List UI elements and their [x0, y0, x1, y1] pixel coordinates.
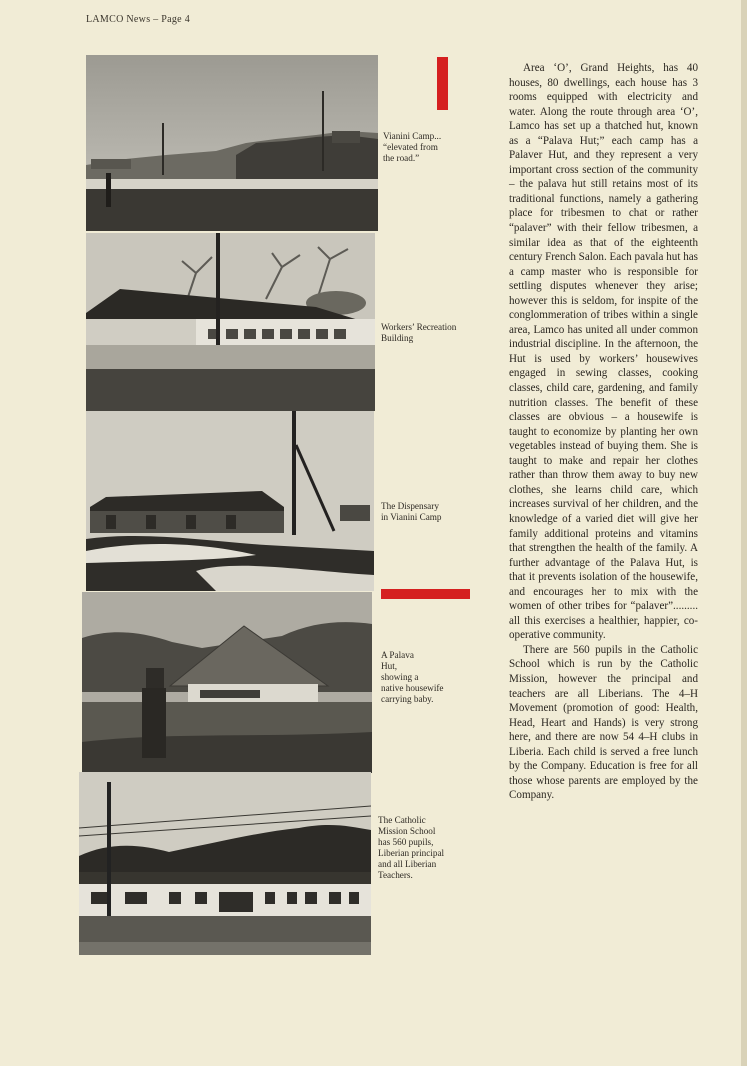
- photo-palava-hut: [82, 592, 372, 773]
- photo-dispensary: [86, 411, 374, 591]
- page-edge: [741, 0, 747, 1066]
- article-paragraph-1: Area ‘O’, Grand Heights, has 40 houses, 80 dwellings, each house has 3 rooms equipped with electricity and water. Along the route through area ‘O’, Lamco has set up a thatched hut, known as a “Palava Hut;” each camp has a Palaver Hut, and they represent a very important cross section of the community – the palava hut still retains most of its traditional functions, namely a gathering place for tribesmen to chat or rather “palaver” with their fellow tribesmen, a similar idea as that of the eighteenth century French Salon. Each pavala hut has a camp master who is responsible for settling disputes whenever they arise; however this is seldom, for inspite of the conglommeration of tribes within a single area, Lamco has united all under common industrial discipline. In the afternoon, the Hut is used by workers’ housewives engaged in sewing classes, cooking classes, child care, gardening, and family nutrition classes. The benefit of these classes are obvious – a housewife is taught to economize by planting her own vegetables instead of buying them. She is taught to make and repair her clothes rather than throw them away to buy new clothes, she learns child care, which increases survival of her children, and the knowledge of a varied diet will give her family additional proteins and vitamins that strengthen the health of the family. A further advantage of the Palava Hut, is that it prevents isolation of the housewife, and encourages her to mix with the women of other tribes for “palaver”......... all this exercises a healthier, happier, co-operative community.: [509, 62, 698, 642]
- article-body: [509, 61, 698, 803]
- photo-workers-recreation-building: [86, 233, 375, 411]
- photo-vianini-camp: [86, 55, 378, 231]
- page-header: LAMCO News – Page 4: [86, 14, 191, 25]
- caption-dispensary: The Dispensary in Vianini Camp: [381, 501, 442, 522]
- caption-catholic-mission-school: The Catholic Mission School has 560 pupils, Liberian principal and all Liberian Teachers.: [378, 815, 445, 880]
- article-paragraph-2: There are 560 pupils in the Catholic School which is run by the Catholic Mission, however the principal and teachers are all Liberians. The 4–H Movement (promotion of good: Health, Head, Heart and Hands) is very strong here, and there are now 54 4–H clubs in Liberia. Each child is served a free lunch by the Company. Education is free for all those whose parents are employed by the Company.: [509, 643, 698, 802]
- caption-vianini-camp: Vianini Camp... “elevated from the road.”: [383, 131, 442, 163]
- red-accent-bar-vertical: [437, 57, 448, 110]
- caption-palava-hut: A Palava Hut, showing a native housewife carrying baby.: [381, 650, 444, 704]
- red-accent-bar-horizontal: [381, 589, 470, 599]
- caption-workers-recreation-building: Workers’ Recreation Building: [381, 322, 457, 343]
- photo-catholic-mission-school: [79, 772, 371, 955]
